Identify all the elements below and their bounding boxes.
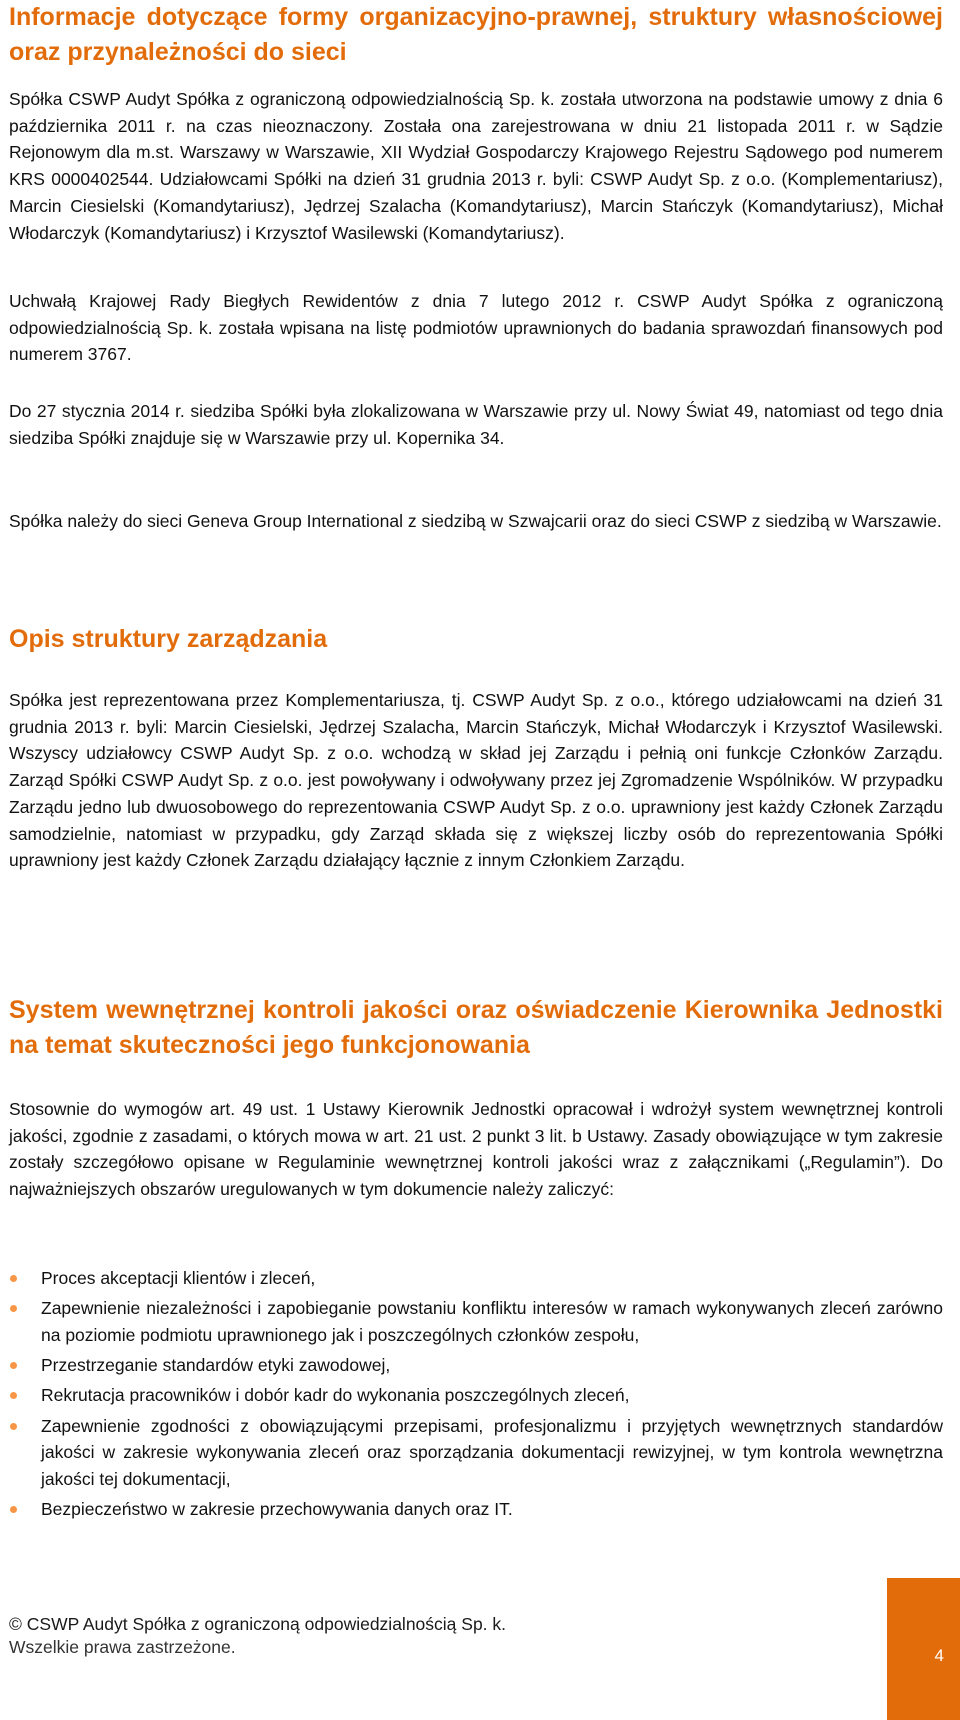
page-number: 4 [934, 1646, 944, 1665]
page-number-box [887, 1578, 960, 1720]
list-item: Przestrzeganie standardów etyki zawodowej, [9, 1352, 943, 1379]
list-item: Bezpieczeństwo w zakresie przechowywania danych oraz IT. [9, 1496, 943, 1523]
footer-rights: Wszelkie prawa zastrzeżone. [9, 1637, 236, 1657]
heading-quality-control: System wewnętrznej kontroli jakości oraz oświadczenie Kierownika Jednostki na temat skuteczności jego funkcjonowania [9, 996, 943, 1059]
heading-ownership-structure: Informacje dotyczące formy organizacyjno-prawnej, struktury własnościowej oraz przynależności do sieci [9, 3, 943, 66]
list-item: Zapewnienie niezależności i zapobieganie powstaniu konfliktu interesów w ramach wykonywanych zleceń zarówno na poziomie podmiotu uprawnionego jak i poszczególnych członków zespołu, [9, 1295, 943, 1348]
paragraph-krbr-registration: Uchwałą Krajowej Rady Biegłych Rewidentów z dnia 7 lutego 2012 r. CSWP Audyt Spółka z ograniczoną odpowiedzialnością Sp. k. została wpisana na listę podmiotów uprawnionych do badania sprawozdań finansowych pod numerem 3767. [9, 291, 943, 365]
bullet-icon [10, 1423, 17, 1430]
paragraph-headquarters: Do 27 stycznia 2014 r. siedziba Spółki była zlokalizowana w Warszawie przy ul. Nowy Świat 49, natomiast od tego dnia siedziba Spółki znajduje się w Warszawie przy ul. Kopernika 34. [9, 401, 943, 448]
page-footer [9, 1613, 506, 1659]
paragraph-quality-control-intro: Stosownie do wymogów art. 49 ust. 1 Ustawy Kierownik Jednostki opracował i wdrożył system wewnętrznej kontroli jakości, zgodnie z zasadami, o których mowa w art. 21 ust. 2 punkt 3 lit. b Ustawy. Zasady obowiązujące w tym zakresie zostały szczegółowo opisane w Regulaminie wewnętrznej kontroli jakości wraz z załącznikami („Regulamin”). Do najważniejszych obszarów uregulowanych w tym dokumencie należy zaliczyć: [9, 1099, 943, 1200]
footer-copyright: © CSWP Audyt Spółka z ograniczoną odpowiedzialnością Sp. k. [9, 1614, 507, 1634]
paragraph-network-membership: Spółka należy do sieci Geneva Group International z siedzibą w Szwajcarii oraz do sieci CSWP z siedzibą w Warszawie. [9, 511, 942, 531]
paragraph-management-description: Spółka jest reprezentowana przez Komplementariusza, tj. CSWP Audyt Sp. z o.o., którego udziałowcami na dzień 31 grudnia 2013 r. byli: Marcin Ciesielski, Jędrzej Szalacha, Marcin Stańczyk, Michał Włodarczyk i Krzysztof Wasilewski. Wszyscy udziałowcy CSWP Audyt Sp. z o.o. wchodzą w skład jej Zarządu i pełnią oni funkcje Członków Zarządu. Zarząd Spółki CSWP Audyt Sp. z o.o. jest powoływany i odwoływany przez jej Zgromadzenie Wspólników. W przypadku Zarządu jedno lub dwuosobowego do reprezentowania CSWP Audyt Sp. z o.o. uprawniony jest każdy Członek Zarządu samodzielnie, natomiast w przypadku, gdy Zarząd składa się z większej liczby osób do reprezentowania Spółki uprawniony jest każdy Członek Zarządu działający łącznie z innym Członkiem Zarządu. [9, 690, 943, 871]
bullet-icon [10, 1362, 17, 1369]
bullet-icon [10, 1392, 17, 1399]
paragraph-company-formation: Spółka CSWP Audyt Spółka z ograniczoną odpowiedzialnością Sp. k. została utworzona na podstawie umowy z dnia 6 października 2011 r. na czas nieoznaczony. Została ona zarejestrowana w dniu 21 listopada 2011 r. w Sądzie Rejonowym dla m.st. Warszawy w Warszawie, XII Wydział Gospodarczy Krajowego Rejestru Sądowego pod numerem KRS 0000402544. Udziałowcami Spółki na dzień 31 grudnia 2013 r. byli: CSWP Audyt Sp. z o.o. (Komplementariusz), Marcin Ciesielski (Komandytariusz), Jędrzej Szalacha (Komandytariusz), Marcin Stańczyk (Komandytariusz), Michał Włodarczyk (Komandytariusz) i Krzysztof Wasilewski (Komandytariusz). [9, 89, 943, 243]
bullet-icon [10, 1275, 17, 1282]
bullet-icon [10, 1506, 17, 1513]
heading-management-structure: Opis struktury zarządzania [9, 625, 328, 653]
bullet-icon [10, 1305, 17, 1312]
list-item: Proces akceptacji klientów i zleceń, [9, 1265, 943, 1292]
list-item: Zapewnienie zgodności z obowiązującymi przepisami, profesjonalizmu i przyjętych wewnętrznych standardów jakości w zakresie wykonywania zleceń oraz sporządzania dokumentacji rewizyjnej, w tym kontrola wewnętrzna jakości tej dokumentacji, [9, 1413, 943, 1493]
list-item: Rekrutacja pracowników i dobór kadr do wykonania poszczególnych zleceń, [9, 1382, 943, 1409]
quality-areas-list [9, 1265, 943, 1526]
